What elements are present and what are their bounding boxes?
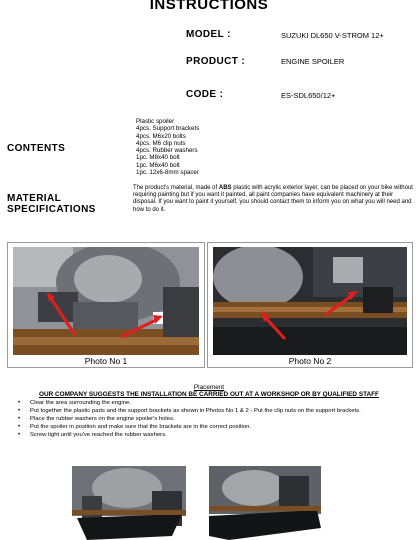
list-item: • Put together the plastic parts and the support brackets as shown in Photos No 1 & 2 - Put the clip nuts on the support brackets. [18,407,361,415]
list-item: 1pc. M8x40 bolt [136,154,180,162]
model-value: SUZUKI DL650 V-STROM 12+ [281,31,384,40]
material-text [133,185,413,214]
photo-2-image [213,247,407,355]
contents-label: CONTENTS [7,143,66,154]
list-item: 4pcs. M6x20 bolts [136,132,186,140]
installed-photo-1 [72,466,186,540]
photo-1-frame [7,242,205,368]
material-text-pre: The product's material, made of [133,185,219,191]
list-item: 4pcs. M6 clip nuts [136,139,186,147]
list-item: 4pcs. Rubber washers [136,147,198,155]
installed-photo-2 [209,466,321,540]
material-text-post: plastic with acrylic exterior layer, can be placed on your bike without requiring painting but if you want it painted, all paint companies have equivalent machinery at their disposal. If you want to paint it yourself, you should contact them to inform you on what you will need and how to do it. [133,185,413,213]
list-item: 1pc. M6x40 bolt [136,161,180,169]
material-label-line2: SPECIFICATIONS [7,204,96,215]
model-label: MODEL : [186,29,231,40]
product-label: PRODUCT : [186,56,246,67]
list-item: • Place the rubber washers on the engine spoiler's holes. [18,415,361,423]
code-value: ES-SDL650/12+ [281,91,336,100]
list-item: 1pc. 12x6-8mm spacer [136,169,199,177]
contents-list [136,118,199,176]
list-item: Plastic spoiler [136,118,175,125]
material-label-line1: MATERIAL [7,193,62,204]
list-item: • Clear the area surrounding the engine. [18,399,361,407]
product-value: ENGINE SPOILER [281,57,345,66]
list-item: 4pcs. Support brackets [136,125,200,133]
code-label: CODE : [186,89,224,100]
material-label [7,193,96,215]
placement-subtitle: OUR COMPANY SUGGESTS THE INSTALLATION BE CARRIED OUT AT A WORKSHOP OR BY QUALIFIED STAFF [39,391,379,398]
photo-2-caption: Photo No 2 [288,356,332,366]
placement-steps [18,399,361,439]
page-title: INSTRUCTIONS [149,0,269,13]
list-item: • Put the spoiler in position and make sure that the brackets are in the correct position. [18,423,361,431]
photo-1-caption: Photo No 1 [84,356,128,366]
list-item: • Screw tight until you've reached the rubber washers. [18,431,361,439]
photo-1-image [13,247,199,355]
material-text-bold: ABS [218,185,232,191]
photo-2-frame [207,242,413,368]
placement-title: Placement [193,384,225,391]
